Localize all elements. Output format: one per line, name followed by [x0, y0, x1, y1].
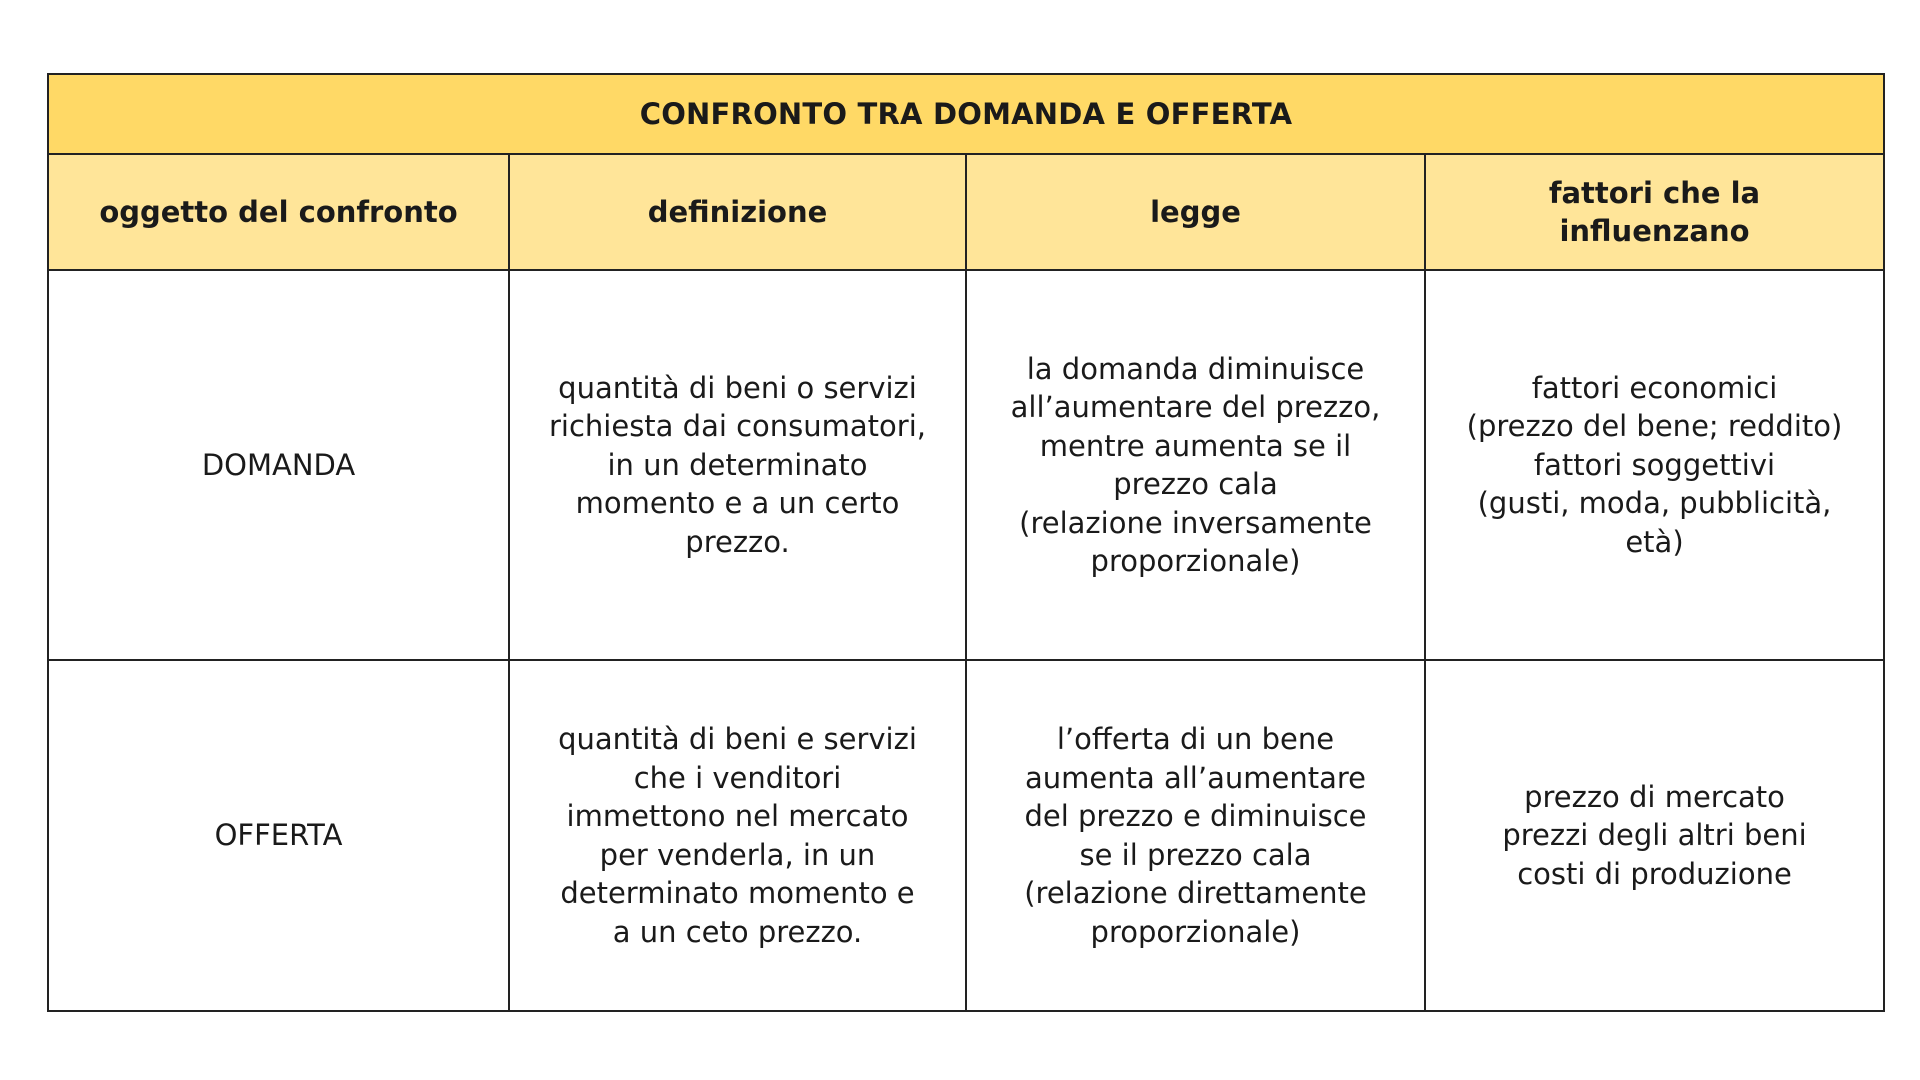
header-fattori-line: fattori che la [1548, 176, 1761, 210]
table-row-offerta [48, 660, 1884, 1011]
header-fattori [1425, 154, 1884, 270]
text-line: aumenta all’aumentare [1025, 760, 1366, 795]
cell-definizione-domanda [509, 270, 966, 660]
text-line: mentre aumenta se il [1039, 428, 1352, 463]
text-line: se il prezzo cala [1079, 837, 1312, 872]
text-line: l’offerta di un bene [1056, 722, 1335, 756]
text-line: proporzionale) [1090, 544, 1301, 578]
text-line: del prezzo e diminuisce [1024, 799, 1367, 833]
text-line: prezzi degli altri beni [1502, 818, 1807, 853]
cell-fattori-domanda [1425, 270, 1884, 660]
cell-definizione-offerta [509, 660, 966, 1011]
text-line: prezzo. [685, 524, 790, 559]
comparison-table [47, 73, 1885, 1012]
text-line: determinato momento e [560, 876, 915, 910]
text-line: fattori soggettivi [1533, 447, 1776, 482]
header-oggetto: oggetto del confronto [48, 154, 509, 270]
text-line: prezzo cala [1113, 467, 1278, 501]
header-definizione: definizione [509, 154, 966, 270]
text-line: (relazione direttamente [1024, 876, 1367, 910]
header-legge: legge [966, 154, 1425, 270]
text-line: fattori economici [1531, 370, 1778, 405]
text-line: quantità di beni e servizi [558, 722, 917, 756]
text-line: la domanda diminuisce [1026, 351, 1365, 386]
table-title-row [48, 74, 1884, 154]
text-line: (prezzo del bene; reddito) [1466, 409, 1843, 444]
cell-legge-offerta [966, 660, 1425, 1011]
cell-fattori-offerta [1425, 660, 1884, 1011]
table-title: CONFRONTO TRA DOMANDA E OFFERTA [48, 74, 1884, 154]
comparison-table-container [47, 73, 1883, 1012]
text-line: quantità di beni o servizi [558, 370, 917, 405]
text-line: prezzo di mercato [1524, 779, 1785, 814]
text-line: in un determinato [607, 447, 868, 482]
cell-oggetto-offerta: OFFERTA [48, 660, 509, 1011]
text-line: momento e a un certo [575, 486, 900, 521]
table-row-domanda [48, 270, 1884, 660]
header-fattori-line: influenzano [1559, 214, 1750, 248]
text-line: età) [1625, 524, 1684, 559]
text-line: (relazione inversamente [1019, 505, 1372, 540]
text-line: richiesta dai consumatori, [548, 409, 926, 444]
text-line: all’aumentare del prezzo, [1010, 390, 1381, 424]
cell-oggetto-domanda: DOMANDA [48, 270, 509, 660]
text-line: (gusti, moda, pubblicità, [1477, 486, 1832, 521]
text-line: a un ceto prezzo. [612, 914, 863, 949]
text-line: immettono nel mercato [566, 799, 909, 833]
text-line: che i venditori [633, 760, 842, 795]
cell-legge-domanda [966, 270, 1425, 660]
text-line: per venderla, in un [599, 837, 876, 872]
table-header-row [48, 154, 1884, 270]
text-line: proporzionale) [1090, 914, 1301, 949]
text-line: costi di produzione [1517, 856, 1792, 891]
